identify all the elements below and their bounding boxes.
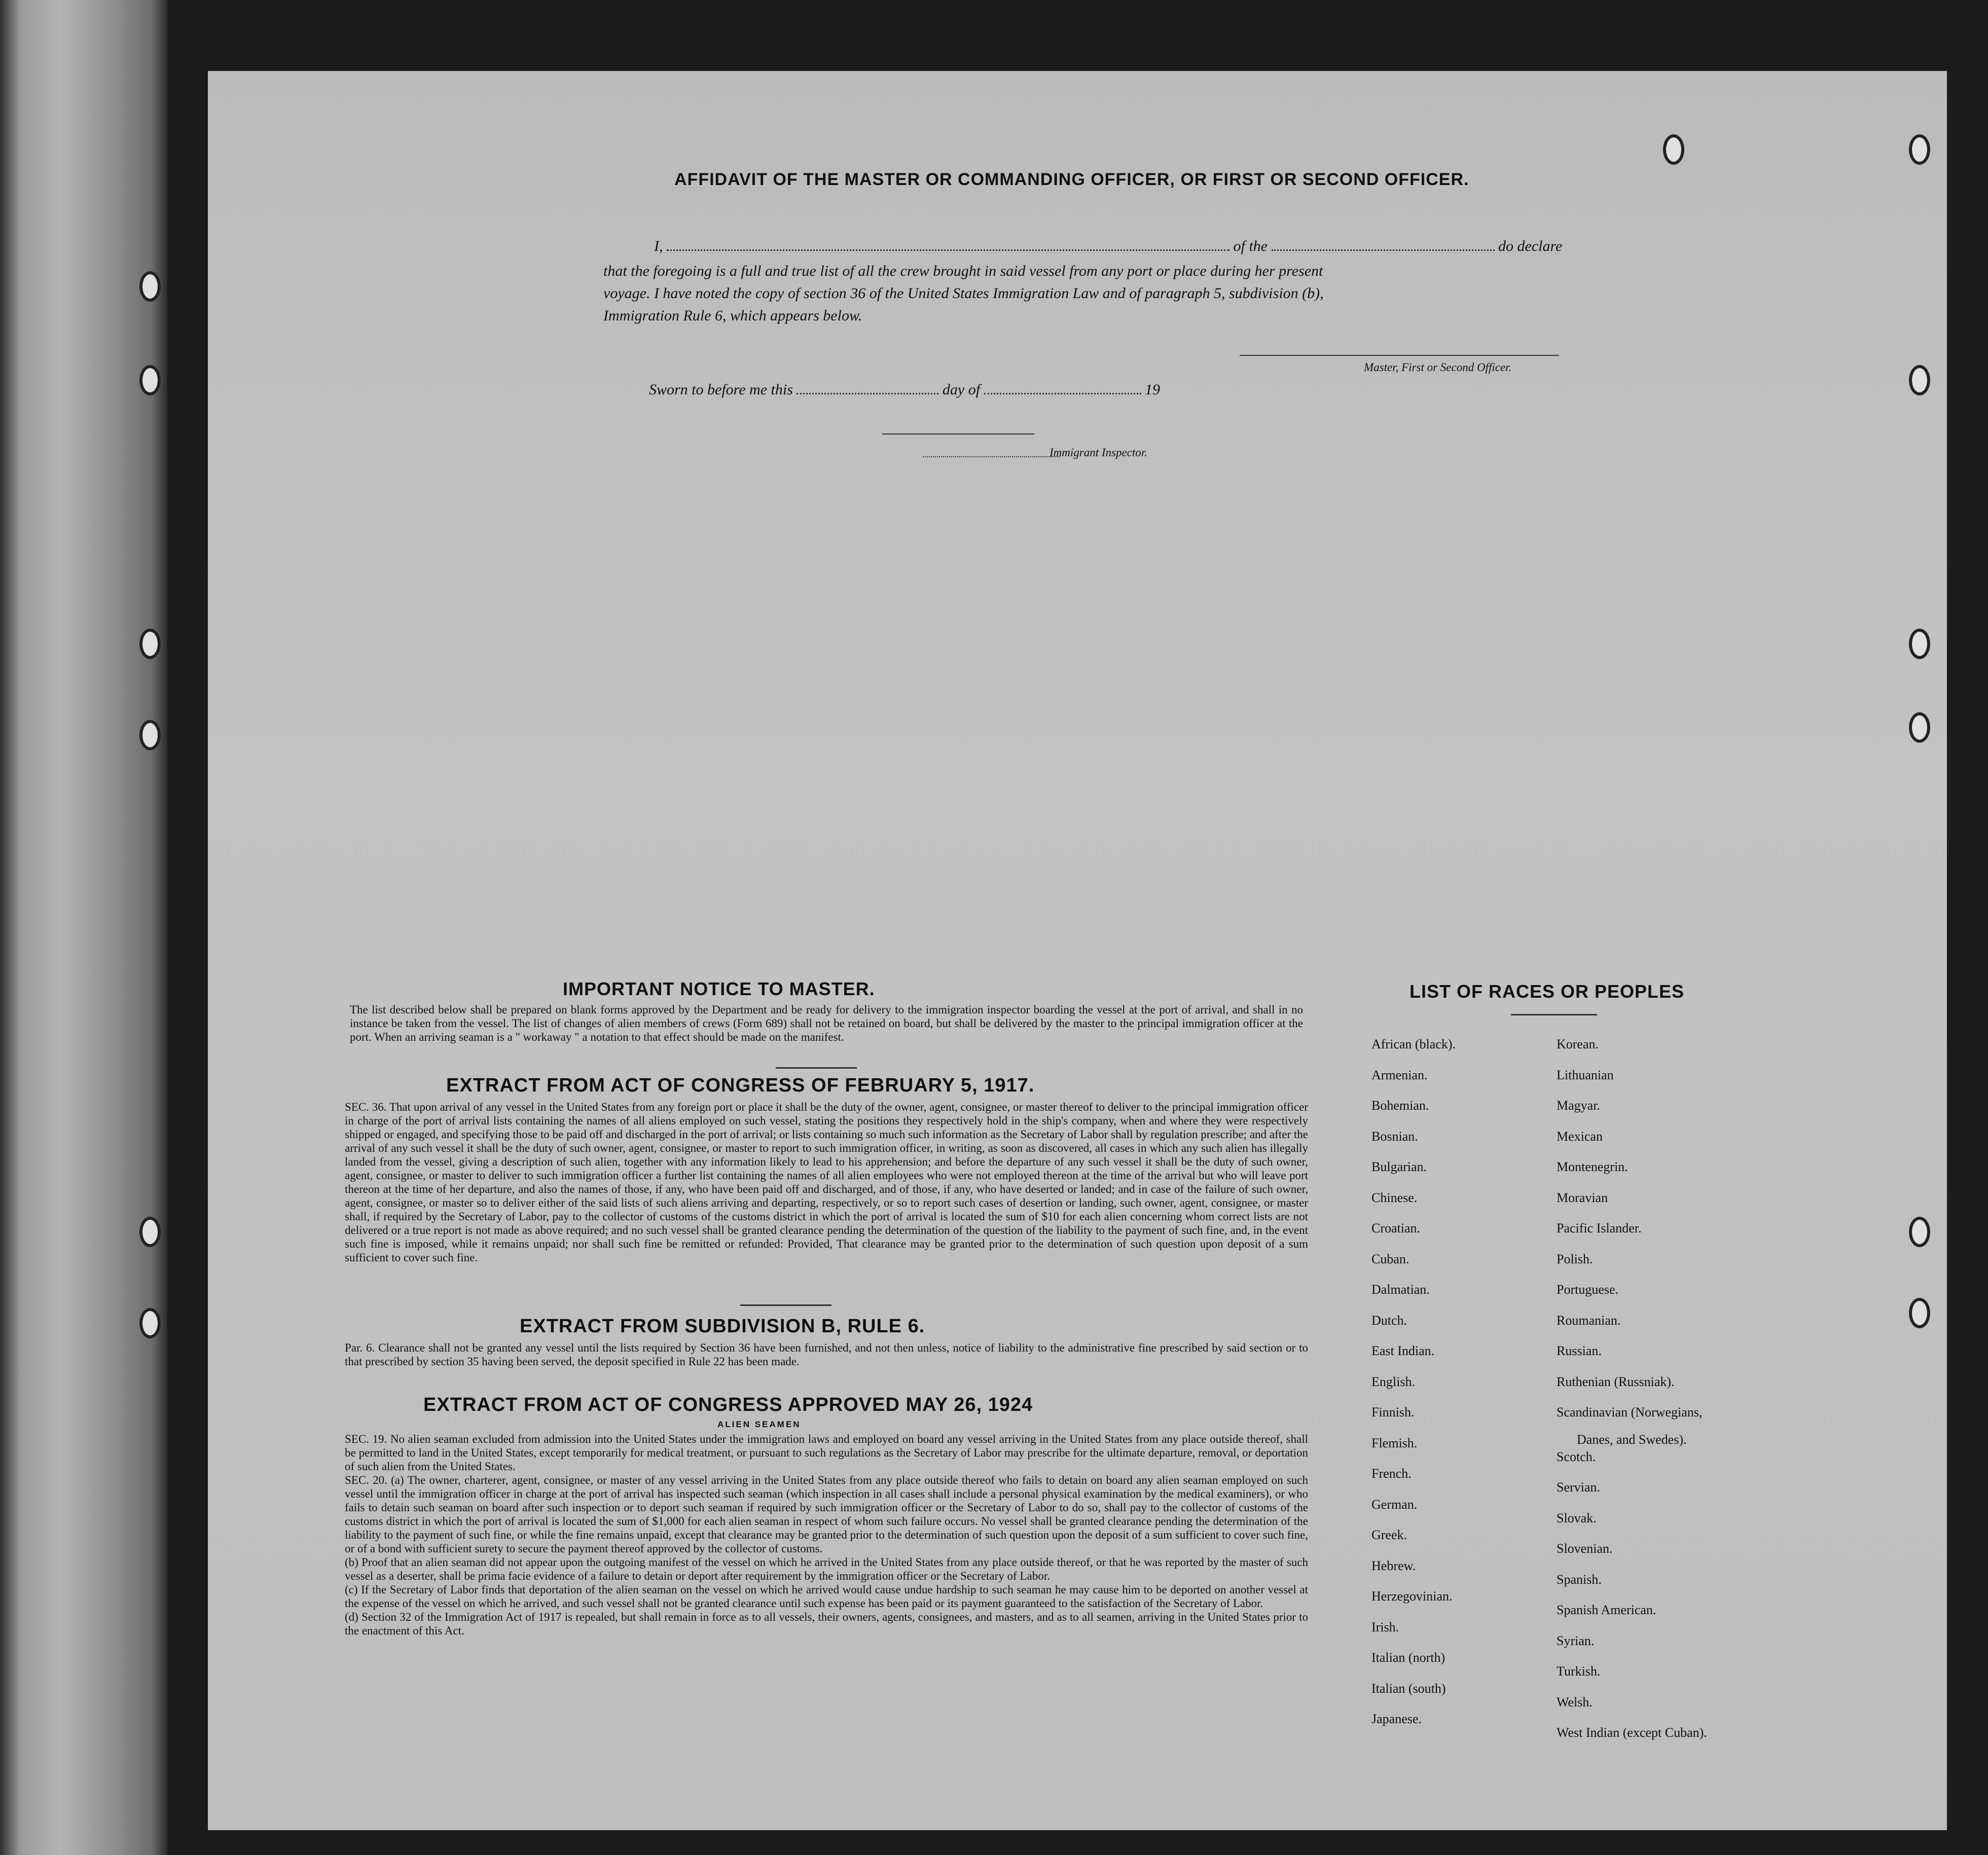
race-entry: Slovak.: [1557, 1510, 1597, 1525]
affidavit-line3: voyage. I have noted the copy of section 36 of the United States Immigration Law and of paragraph 5, subdivision (b),: [603, 285, 1324, 302]
race-entry: Italian (north): [1371, 1650, 1445, 1665]
race-entry: African (black).: [1371, 1037, 1456, 1051]
race-entry: Bohemian.: [1371, 1098, 1429, 1113]
race-entry: Danes, and Swedes).: [1577, 1432, 1687, 1447]
race-entry: Bulgarian.: [1371, 1159, 1427, 1174]
race-entry: Polish.: [1557, 1251, 1593, 1266]
race-entry: Mexican: [1557, 1129, 1603, 1144]
punch-hole: [1909, 1298, 1930, 1328]
extract-1924-title: EXTRACT FROM ACT OF CONGRESS APPROVED MAY 26, 1924: [423, 1394, 1033, 1415]
sec-20a: SEC. 20. (a) The owner, charterer, agent, consignee, or master of any vessel arriving in the United States from any place outside thereof who fails to detain on board any alien seaman employed on such vessel until the immigration officer in charge at the port of arrival has inspected such seaman (which inspection in all cases shall include a personal physical examination by the medical examiners), or who fails to detain such seaman on board after such inspection or to deport such seaman if required by such immigration officer or the Secretary of Labor to do so, shall pay to the collector of customs of the customs district in which the port of arrival is located the sum of $1,000 for each alien seaman in respect of whom such failure occurs. No vessel shall be granted clearance pending the determination of the liability to the payment of such fine, or while the fine remains unpaid, except that clearance may be granted prior to the determination of such question upon the deposit of a sum sufficient to cover such fine, or of a bond with sufficient surety to secure the payment thereof approved by the collector of customs.: [345, 1474, 1308, 1555]
sec-20d: (d) Section 32 of the Immigration Act of 1917 is repealed, but shall remain in force as to all vessels, their owners, agents, consignees, and masters, and as to all seamen, arriving in the United States prior to the enactment of this Act.: [345, 1611, 1308, 1637]
document-page: [208, 71, 1947, 1830]
notice-text: The list described below shall be prepared on blank forms approved by the Department and be ready for delivery to the immigration inspector boarding the vessel at the port of arrival, and shall in no instance be taken from the vessel. The list of changes of alien members of crews (Form 689) shall not be retained on board, but shall be delivered by the master to the principal immigration officer at the port. When an arriving seaman is a " workaway " a notation to that effect should be made on the manifest.: [350, 1003, 1303, 1043]
race-entry: Korean.: [1557, 1037, 1599, 1051]
race-entry: Pacific Islander.: [1557, 1221, 1642, 1235]
punch-hole: [1909, 712, 1930, 743]
race-entry: Japanese.: [1371, 1712, 1422, 1726]
race-entry: Russian.: [1557, 1343, 1602, 1358]
extract-1917-title: EXTRACT FROM ACT OF CONGRESS OF FEBRUARY 5, 1917.: [446, 1075, 1035, 1096]
inspector-top-line: [882, 433, 1034, 434]
race-entry: Greek.: [1371, 1527, 1407, 1542]
affidavit-line1: [654, 234, 1562, 255]
race-entry: Italian (south): [1371, 1681, 1446, 1696]
race-entry: English.: [1371, 1374, 1415, 1389]
extract-1924-subtitle: ALIEN SEAMEN: [717, 1420, 801, 1429]
notice-divider: [776, 1067, 857, 1069]
inspector-signature-line[interactable]: [923, 456, 1060, 457]
race-entry: Finnish.: [1371, 1405, 1415, 1420]
punch-hole: [139, 629, 161, 659]
race-entry: French.: [1371, 1466, 1412, 1481]
race-entry: Scotch.: [1557, 1449, 1596, 1464]
race-entry: Bosnian.: [1371, 1129, 1418, 1144]
race-entry: Syrian.: [1557, 1633, 1595, 1648]
declarant-name-field[interactable]: [667, 234, 1230, 251]
race-entry: Magyar.: [1557, 1098, 1600, 1113]
sworn-label: Sworn to before me this: [649, 381, 793, 398]
affidavit-line2: that the foregoing is a full and true list of all the crew brought in said vessel from any port or place during her present: [603, 263, 1323, 279]
declare-label: do declare: [1498, 238, 1563, 254]
race-entry: Dutch.: [1371, 1313, 1407, 1328]
punch-hole: [139, 271, 161, 302]
race-entry: Lithuanian: [1557, 1067, 1614, 1082]
sworn-day-field[interactable]: [797, 378, 938, 394]
master-signature-label: Master, First or Second Officer.: [1364, 361, 1512, 374]
race-entry: Ruthenian (Russniak).: [1557, 1374, 1675, 1389]
extract-1917-divider: [740, 1304, 832, 1306]
race-entry: East Indian.: [1371, 1343, 1435, 1358]
punch-hole: [139, 1308, 161, 1338]
affidavit-title: AFFIDAVIT OF THE MASTER OR COMMANDING OFFICER, OR FIRST OR SECOND OFFICER.: [674, 170, 1469, 189]
race-entry: Slovenian.: [1557, 1541, 1613, 1556]
race-entry: Servian.: [1557, 1480, 1600, 1495]
race-entry: Roumanian.: [1557, 1313, 1621, 1328]
punch-hole: [1909, 134, 1930, 165]
race-entry: Welsh.: [1557, 1694, 1593, 1709]
sworn-month-field[interactable]: [984, 378, 1141, 394]
race-entry: Herzegovinian.: [1371, 1589, 1453, 1604]
notice-title: IMPORTANT NOTICE TO MASTER.: [563, 978, 875, 999]
race-entry: Spanish American.: [1557, 1603, 1656, 1617]
declarant-label: I,: [654, 238, 663, 254]
race-entry: Armenian.: [1371, 1067, 1428, 1082]
race-entry: Cuban.: [1371, 1251, 1409, 1266]
extract-1917-text: SEC. 36. That upon arrival of any vessel in the United States from any foreign port or place it shall be the duty of the owner, agent, consignee, or master thereof to deliver to the principal immigration officer in charge of the port of arrival lists containing the names of all aliens employed on such vessel, stating the positions they respectively hold in the ship's company, when and where they were respectively shipped or engaged, and specifying those to be paid off and discharged in the port of arrival; or lists containing so much such information as the Secretary of Labor shall by regulation prescribe; and after the arrival of any such vessel it shall be the duty of such owner, agent, consignee, or master to report to such immigration officer, in writing, as soon as discovered, all cases in which any such alien has illegally landed from the vessel, giving a description of such alien, together with any information likely to lead to his apprehension; and before the departure of any such vessel it shall be the duty of such owner, agent, consignee, or master to deliver to such immigration officer a further list containing the names of all alien employees who were not employed thereon at the time of the arrival but who will leave port thereon at the time of her departure, and also the names of those, if any, who have been paid off and discharged, and of those, if any, who have deserted or landed; and in case of the failure of such owner, agent, consignee, or master so to deliver either of the said lists of such aliens arriving and departing, respectively, or so to report such cases of desertion or landing, such owner, agent, consignee, or master shall, if required by the Secretary of Labor, pay to the collector of customs of the customs district in which the port of arrival is located the sum of $10 for each alien concerning whom correct lists are not delivered or a true report is not made as above required; and no such vessel shall be granted clearance pending the determination of the question of the liability to the payment of such fine, and, in the event such fine is imposed, while it remains unpaid; nor shall such fine be remitted or refunded: Provided, That clearance may be granted prior to the determination of such question upon deposit of a sum sufficient to cover such fine.: [345, 1101, 1308, 1264]
race-entry: Scandinavian (Norwegians,: [1557, 1405, 1703, 1420]
extract-rule6-text: Par. 6. Clearance shall not be granted any vessel until the lists required by Section 36 have been furnished, and not then unless, notice of liability to the administrative fine prescribed by said section or to that prescribed by section 35 having been served, the deposit specified in Rule 22 has been made.: [345, 1341, 1308, 1368]
race-entry: Croatian.: [1371, 1221, 1421, 1235]
master-signature-line[interactable]: [1240, 355, 1559, 356]
sec-19: SEC. 19. No alien seaman excluded from admission into the United States under the immigration laws and employed on board any vessel arriving in the United States from any place outside thereof, shall be permitted to land in the United States, except temporarily for medical treatment, or pursuant to such regulations as the Secretary of Labor may prescribe for the ultimate departure, removal, or deportation of such alien from the United States.: [345, 1433, 1308, 1473]
punch-hole: [139, 1217, 161, 1247]
punch-hole: [1909, 365, 1930, 395]
sec-20c: (c) If the Secretary of Labor finds that deportation of the alien seaman on the vessel on which he arrived would cause undue hardship to such seaman he may cause him to be deported on another vessel at the expense of the vessel on which he arrived, and such vessel shall not be granted clearance until such expense has been paid or its payment guaranteed to the satisfaction of the Secretary of Labor.: [345, 1583, 1308, 1610]
race-entry: Moravian: [1557, 1190, 1608, 1205]
races-title: LIST OF RACES OR PEOPLES: [1409, 981, 1685, 1002]
race-entry: Turkish.: [1557, 1664, 1601, 1679]
race-entry: Flemish.: [1371, 1435, 1418, 1450]
punch-hole: [1663, 134, 1684, 165]
sworn-line: [649, 378, 1160, 398]
race-entry: West Indian (except Cuban).: [1557, 1725, 1707, 1740]
affidavit-line4: Immigration Rule 6, which appears below.: [603, 307, 862, 324]
punch-hole: [1909, 1217, 1930, 1247]
races-divider: [1511, 1014, 1597, 1015]
race-entry: Irish.: [1371, 1619, 1399, 1634]
punch-hole: [1909, 629, 1930, 659]
inspector-label: Immigrant Inspector.: [1050, 446, 1147, 459]
race-entry: Dalmatian.: [1371, 1282, 1430, 1297]
vessel-name-field[interactable]: [1272, 234, 1495, 251]
year-prefix: 19: [1145, 381, 1161, 398]
race-entry: German.: [1371, 1497, 1418, 1512]
sec-20b: (b) Proof that an alien seaman did not appear upon the outgoing manifest of the vessel on which he arrived in the United States from any place outside thereof, or that he was reported by the master of such vessel as a deserter, shall be prima facie evidence of a failure to detain or deport after requirement by the immigration officer or the Secretary of Labor.: [345, 1556, 1308, 1582]
punch-hole: [139, 720, 161, 750]
race-entry: Montenegrin.: [1557, 1159, 1628, 1174]
race-entry: Portuguese.: [1557, 1282, 1619, 1297]
race-entry: Hebrew.: [1371, 1558, 1416, 1573]
extract-rule6-title: EXTRACT FROM SUBDIVISION B, RULE 6.: [520, 1316, 925, 1337]
race-entry: Spanish.: [1557, 1572, 1602, 1587]
punch-hole: [139, 365, 161, 395]
race-entry: Chinese.: [1371, 1190, 1418, 1205]
day-of-label: day of: [942, 381, 981, 398]
extract-1924-text: [345, 1432, 1308, 1638]
vessel-of-label: of the: [1233, 238, 1268, 254]
